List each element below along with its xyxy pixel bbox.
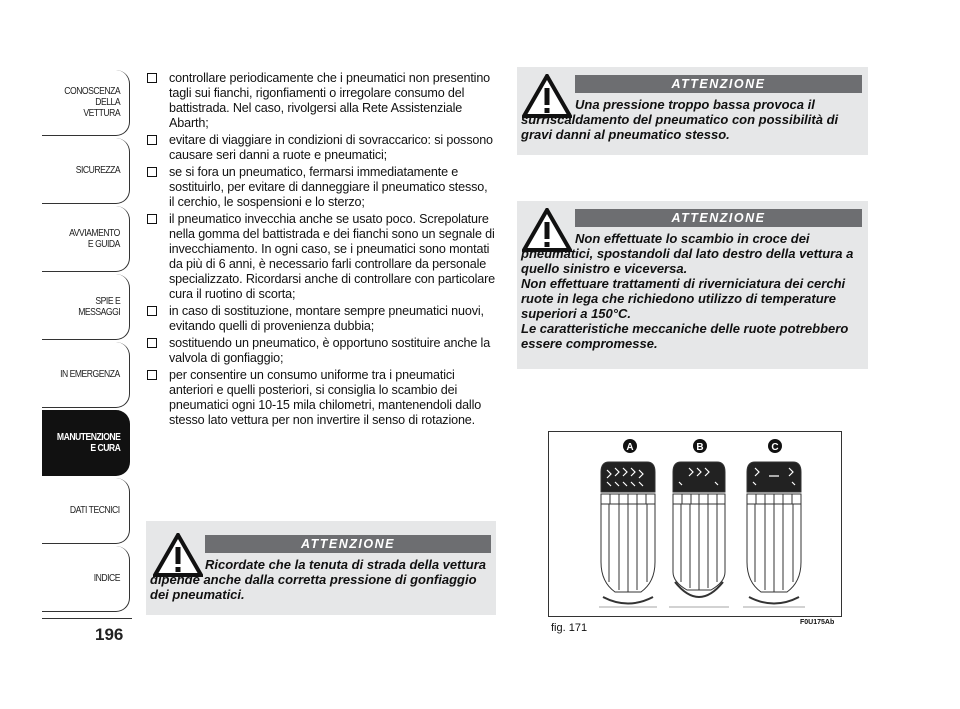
warning-heading: ATTENZIONE — [575, 75, 862, 93]
warning-text-block — [521, 231, 863, 351]
list-item-text: il pneumatico invecchia anche se usato poco. Screpolature nella gomma del battistrada e dei fianchi sono un segnale di invecchiamento. In ogni caso, se i pneumatici sono montati da più di 6 anni, è necessario farli controllare da personale specializzato. Ricordarsi anche di controllare con particolare cura il ruotino di scorta; — [169, 212, 495, 301]
checkbox-bullet-icon — [147, 167, 157, 177]
label-b-icon — [693, 439, 707, 453]
checkbox-bullet-icon — [147, 214, 157, 224]
warning-text: Una pressione troppo bassa provoca il surriscaldamento del pneumatico con possibilità di gravi danni al pneumatico stesso. — [521, 97, 839, 142]
nav-tab-spie[interactable] — [42, 274, 130, 340]
tyre-care-list — [146, 71, 496, 430]
list-item-text: per consentire un consumo uniforme tra i pneumatici anteriori e quelli posteriori, si consiglia lo scambio dei pneumatici ogni 10-15 mila chilometri, mantenendoli dallo stesso lato vettura per non invertire il senso di rotazione. — [169, 368, 482, 427]
page-number: 196 — [95, 625, 124, 644]
nav-tab-label: DATI TECNICI — [70, 504, 120, 516]
nav-tab-sicurezza[interactable] — [42, 138, 130, 204]
checkbox-bullet-icon — [147, 370, 157, 380]
tyre-c-icon — [743, 462, 805, 607]
figure-caption: fig. 171 — [551, 622, 588, 634]
label-a: A — [626, 442, 634, 453]
list-item — [146, 133, 496, 163]
nav-divider — [42, 618, 132, 619]
nav-tab-label: SPIE E MESSAGGI — [78, 294, 120, 318]
list-item-text: se si fora un pneumatico, fermarsi immediatamente e sostituirlo, per evitare di danneggiare il pneumatico stesso, il cerchio, le sospensioni e lo sterzo; — [169, 165, 488, 209]
nav-tab-label: IN EMERGENZA — [60, 368, 120, 380]
warning-text-line: Non effettuate lo scambio in croce dei pneumatici, spostandoli dal lato destro della vettura a quello sinistro e viceversa. — [521, 231, 854, 276]
list-item — [146, 71, 496, 131]
figure-code: F0U175Ab — [800, 619, 835, 626]
tyre-a-icon — [599, 462, 657, 607]
nav-tab-dati-tecnici[interactable] — [42, 478, 130, 544]
warning-heading: ATTENZIONE — [205, 535, 491, 553]
warning-box-rotation — [517, 201, 868, 369]
list-item-text: in caso di sostituzione, montare sempre pneumatici nuovi, evitando quelli di provenienza dubbia; — [169, 304, 484, 333]
checkbox-bullet-icon — [147, 135, 157, 145]
list-item-text: evitare di viaggiare in condizioni di sovraccarico: si possono causare seri danni a ruote e pneumatici; — [169, 133, 493, 162]
warning-box-grip — [146, 521, 496, 615]
list-item — [146, 212, 496, 302]
tyre-wear-figure — [548, 431, 842, 617]
nav-tab-indice[interactable] — [42, 546, 130, 612]
label-a-icon — [623, 439, 637, 453]
label-c: C — [771, 442, 779, 453]
nav-tab-conoscenza[interactable] — [42, 70, 130, 136]
list-item — [146, 336, 496, 366]
warning-text-line: Non effettuare trattamenti di riverniciatura dei cerchi ruote in lega che richiedono utilizzo di temperature superiori a 150°C. — [521, 276, 846, 321]
nav-tab-label: CONOSCENZA DELLA VETTURA — [64, 85, 120, 119]
nav-tab-manutenzione[interactable] — [42, 410, 130, 476]
checkbox-bullet-icon — [147, 73, 157, 83]
label-c-icon — [768, 439, 782, 453]
list-item — [146, 165, 496, 210]
warning-text: Ricordate che la tenuta di strada della vettura dipende anche dalla corretta pressione di gonfiaggio dei pneumatici. — [150, 557, 487, 602]
nav-tab-label: AVVIAMENTO E GUIDA — [69, 226, 120, 250]
list-item-text: sostituendo un pneumatico, è opportuno sostituire anche la valvola di gonfiaggio; — [169, 336, 491, 365]
list-item — [146, 368, 496, 428]
tyre-wear-illustration — [549, 432, 841, 616]
nav-tab-avviamento[interactable] — [42, 206, 130, 272]
warning-text-line: Le caratteristiche meccaniche delle ruote potrebbero essere compromesse. — [521, 321, 849, 351]
list-item — [146, 304, 496, 334]
nav-tab-label: SICUREZZA — [75, 164, 120, 176]
tyre-b-icon — [669, 462, 729, 607]
nav-tab-emergenza[interactable] — [42, 342, 130, 408]
warning-heading: ATTENZIONE — [575, 209, 862, 227]
checkbox-bullet-icon — [147, 306, 157, 316]
label-b: B — [696, 442, 704, 453]
nav-tab-label: MANUTENZIONE E CURA — [56, 430, 120, 454]
checkbox-bullet-icon — [147, 338, 157, 348]
nav-tab-label: INDICE — [93, 572, 120, 584]
warning-box-low-pressure — [517, 67, 868, 155]
list-item-text: controllare periodicamente che i pneumatici non presentino tagli sui fianchi, rigonfiamenti o irregolare consumo del battistrada. Nel caso, rivolgersi alla Rete Assistenziale Abarth; — [169, 71, 491, 130]
